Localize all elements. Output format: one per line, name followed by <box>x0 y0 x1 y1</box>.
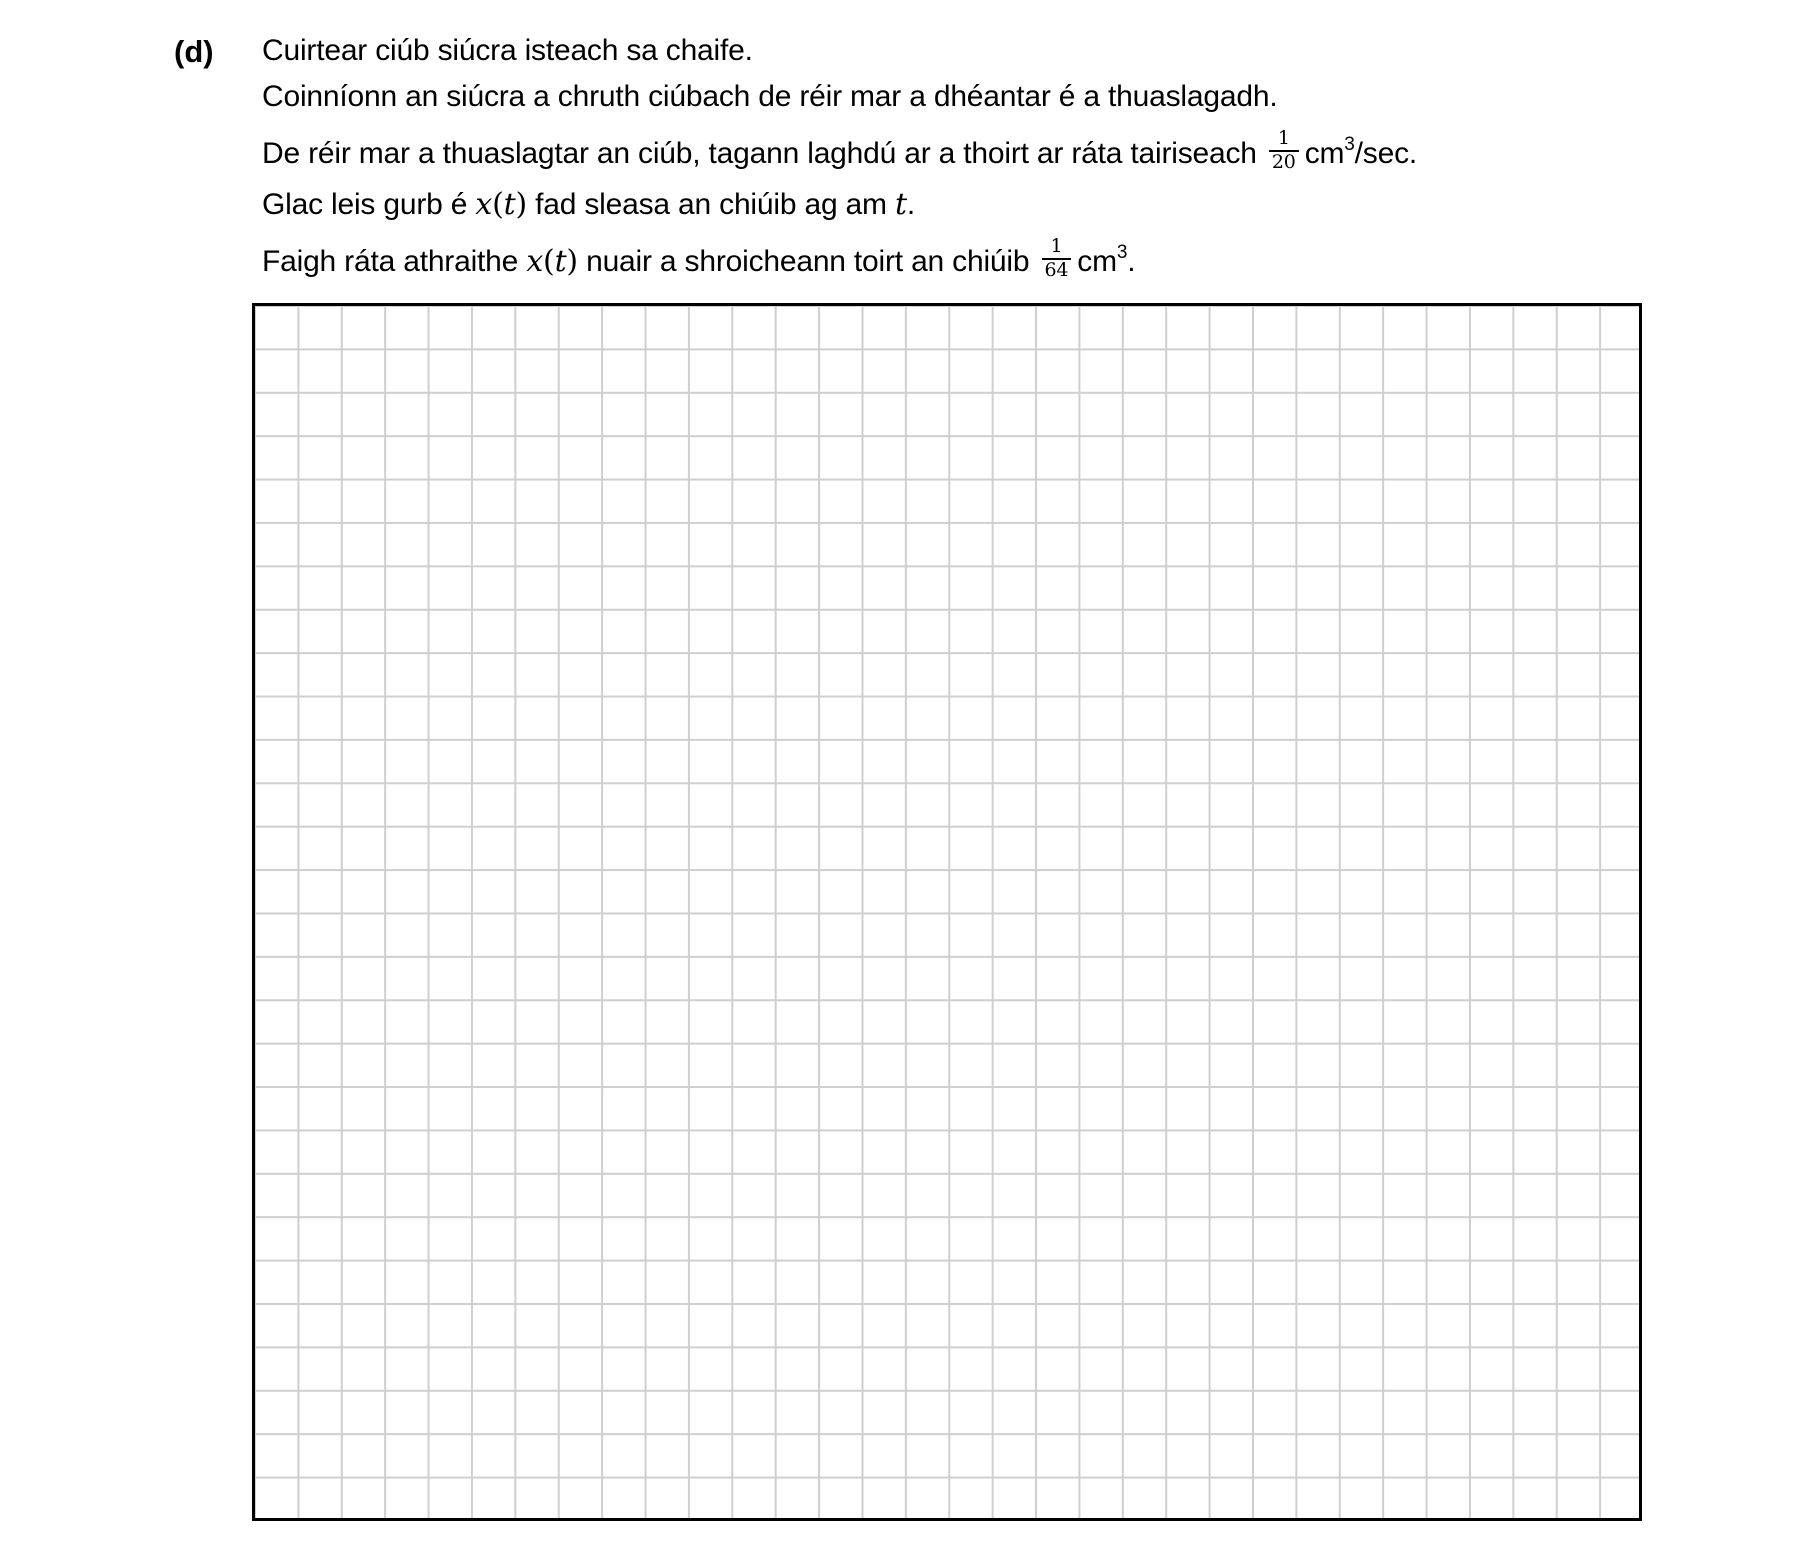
line-3-text: De réir mar a thuaslagtar an ciúb, tagann laghdú ar a thoirt ar ráta tairiseach <box>262 136 1257 170</box>
line-5-text-start: Faigh ráta athraithe <box>262 244 519 278</box>
fraction-rate <box>1269 128 1299 174</box>
fraction-volume <box>1042 236 1072 282</box>
answer-grid-area[interactable] <box>252 303 1642 1521</box>
line-4-text-start: Glac leis gurb é <box>262 188 468 221</box>
unit-per-sec: /sec. <box>1354 136 1418 170</box>
unit-cm: cm <box>1077 244 1117 278</box>
fraction-denominator: 64 <box>1044 258 1069 281</box>
question-part-label: (d) <box>174 34 214 69</box>
question-line-5 <box>262 235 1136 286</box>
math-variable-t: t <box>894 187 907 222</box>
question-line-4 <box>262 187 915 222</box>
fraction-numerator: 1 <box>1042 236 1072 260</box>
math-expression-x-of-t: x(t) <box>475 187 527 222</box>
line-4-text-middle: fad sleasa an chiúib ag am <box>535 188 887 221</box>
question-line-2: Coinníonn an siúcra a chruth ciúbach de réir mar a dhéantar é a thuaslagadh. <box>262 80 1278 113</box>
unit-exponent: 3 <box>1344 133 1355 155</box>
unit-exponent: 3 <box>1116 241 1128 263</box>
unit-cm: cm <box>1304 136 1345 170</box>
fraction-numerator: 1 <box>1269 128 1299 152</box>
fraction-denominator: 20 <box>1271 150 1296 173</box>
question-line-3 <box>262 127 1418 178</box>
line-5-text-middle: nuair a shroicheann toirt an chiúib <box>586 244 1030 278</box>
question-line-1: Cuirtear ciúb siúcra isteach sa chaife. <box>262 34 753 67</box>
line-4-period: . <box>906 188 915 221</box>
line-5-period: . <box>1127 244 1136 278</box>
math-expression-x-of-t: x(t) <box>526 243 578 279</box>
